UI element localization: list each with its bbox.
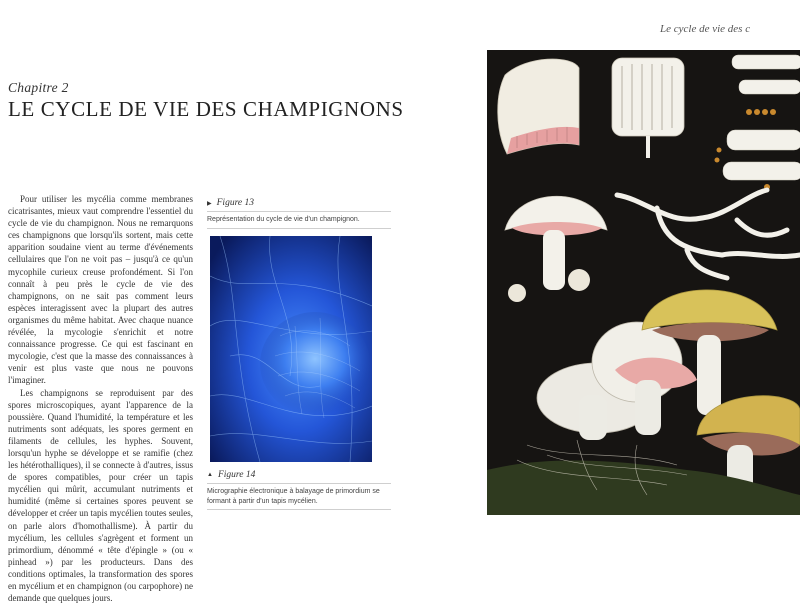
mushroom-plate-illustration (487, 50, 800, 515)
figure-14-caption (207, 470, 391, 513)
figure-14-caption-text: Micrographie électronique à balayage de primordium se formant à partir d'un tapis mycélien. (207, 487, 391, 506)
figure-14-label: Figure 14 (218, 470, 255, 480)
triangle-right-icon: ▶ (207, 200, 212, 207)
triangle-up-icon: ▲ (207, 472, 213, 478)
paragraph: Pour utiliser les mycélia comme membranes cicatrisantes, mieux vaut comprendre l'essentiel du cycle de vie du champignon. Nous ne remarquons ces champignons que lorsqu'ils sortent, mais cette apparition soudaine vient au terme d'événements cellulaires que l'on ne voit pas – jusqu'à ce qu'un mycophile curieux creuse profondément. Si l'on connaît à peu près le cycle de vie des champignons, on ne sait pas comment leurs espèces interagissent avec la plupart des autres organismes du même habitat. Avec chaque nuance révélée, la mycologie s'enrichit et notre connaissance progresse. Ce qui est fascinant en mycologie, c'est que la masse des connaissances à venir est plus vaste que nous ne pouvons l'imaginer. (8, 193, 193, 387)
divider (207, 483, 391, 484)
divider (207, 211, 391, 212)
mushroom-life-cycle-illustration (487, 50, 800, 515)
micrograph-image (210, 236, 372, 462)
figure-13-label: Figure 13 (217, 198, 254, 208)
running-head: Le cycle de vie des c (654, 23, 800, 35)
figure-13-caption-text: Représentation du cycle de vie d'un champignon. (207, 215, 391, 225)
figure-13-caption (207, 198, 391, 232)
chapter-label: Chapitre 2 (8, 80, 69, 96)
paragraph: Les champignons se reproduisent par des spores microscopiques, ayant l'apparence de la poussière. Quand l'humidité, la température et les nutriments sont adéquats, les spores germent en filaments de cellules, les hyphes. Souvent, lorsqu'un hyphe se développe et se ramifie (chez les hétérothalliques), il se connecte à d'autres, issus de spores compatibles, pour créer un tapis mycélien qui mûrit, accumulant nutriments et humidité (même si certaines spores peuvent se développer et créer un tapis mycélien toutes seules, on parle alors d'homothallisme). À partir du mycélium, les cellules s'agrègent et forment un primordium, dénommé « tête d'épingle » (ou « pinhead ») par les producteurs. Dans des conditions optimales, la transformation des spores en mycélium et en champignon (ou carpophore) ne demande que quelques jours. (8, 387, 193, 604)
body-text (8, 193, 193, 604)
divider (207, 509, 391, 510)
micrograph-illustration (210, 236, 372, 462)
divider (207, 228, 391, 229)
chapter-title: LE CYCLE DE VIE DES CHAMPIGNONS (8, 97, 404, 122)
